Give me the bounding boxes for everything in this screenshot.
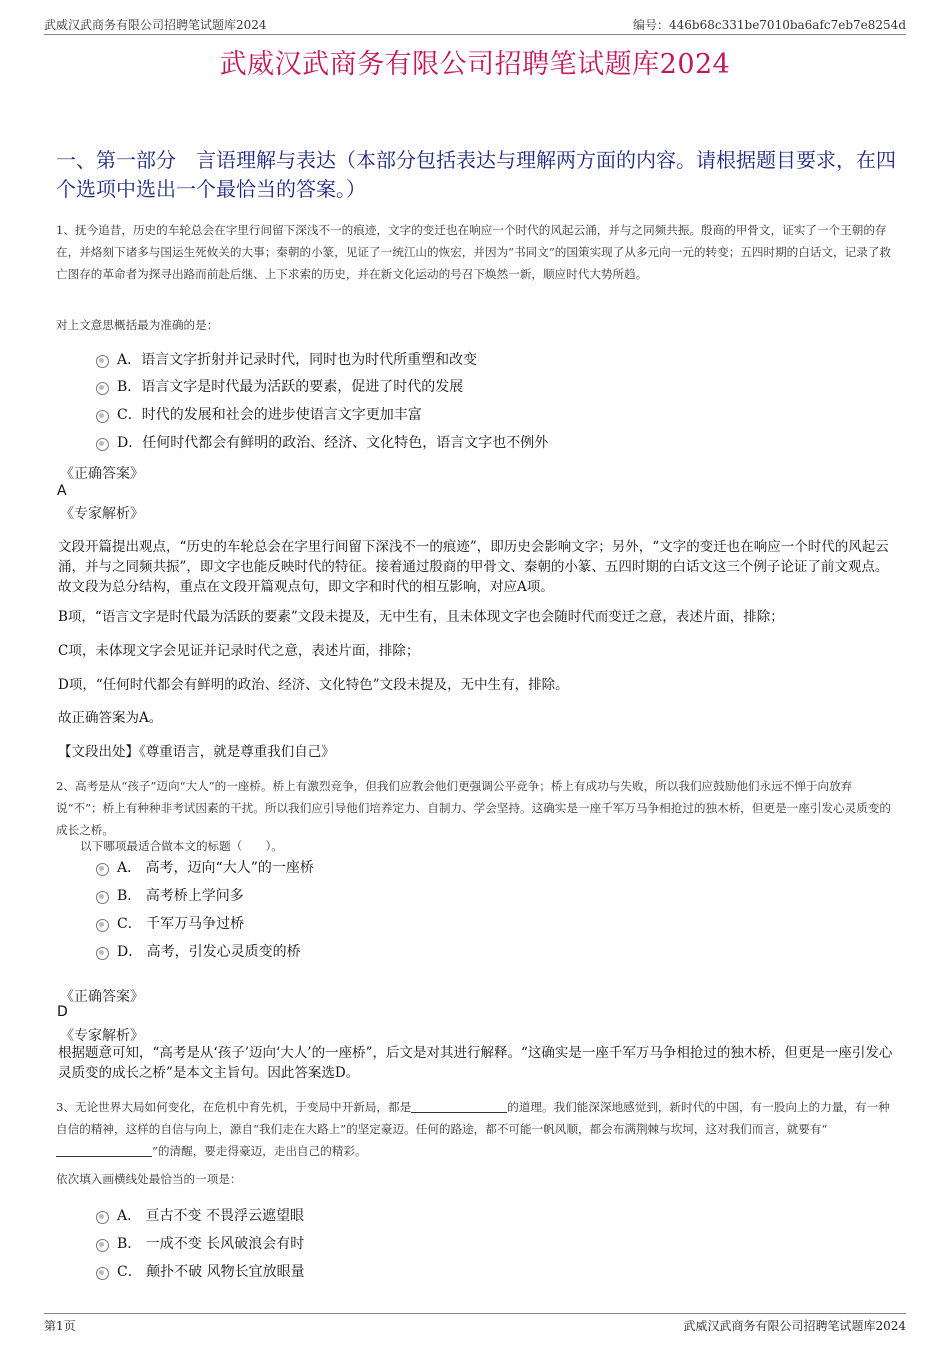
q1-answer-label: 《正确答案》 [60, 466, 144, 482]
radio-icon[interactable] [96, 1267, 109, 1280]
q2-answer-label: 《正确答案》 [60, 989, 144, 1005]
radio-icon[interactable] [96, 891, 109, 904]
q1-option-d-text: D．任何时代都会有鲜明的政治、经济、文化特色，语言文字也不例外 [117, 435, 549, 451]
radio-icon[interactable] [96, 1239, 109, 1252]
q2-analysis-label: 《专家解析》 [60, 1028, 144, 1044]
q1-option-d[interactable] [96, 432, 548, 454]
q2-stem: 2、高考是从“孩子”迈向“大人”的一座桥。桥上有激烈竞争，但我们应教会他们更强调公平竞争；桥上有成功与失败，所以我们应鼓励他们永远不惮于向放弃说“不”；桥上有种种非考试因素的干扰。所以我们应引导他们培养定力、自制力、学会坚持。这确实是一座千军万马争相抢过的独木桥，但更是一座引发心灵质变的成长之桥。 [56, 779, 892, 837]
q1-option-b[interactable] [96, 376, 463, 398]
q3-option-b[interactable] [96, 1233, 304, 1255]
q2-option-c[interactable] [96, 913, 244, 935]
header-doc-title: 武威汉武商务有限公司招聘笔试题库2024 [44, 18, 267, 32]
radio-icon[interactable] [96, 947, 109, 960]
q1-analysis-p5: 故正确答案为A。 [58, 710, 163, 726]
header-doc-id: 编号：446b68c331be7010ba6afc7eb7e8254d [633, 18, 906, 32]
q3-prompt: 依次填入画横线处最恰当的一项是： [56, 1172, 242, 1186]
radio-icon[interactable] [96, 410, 109, 423]
q1-analysis-p1: 文段开篇提出观点，“历史的车轮总会在字里行间留下深浅不一的痕迹”，即历史会影响文字；另外，“文字的变迁也在响应一个时代的风起云涌，并与之同频共振”，即文字也能反映时代的特征。接着通过殷商的甲骨文、秦朝的小篆、五四时期的白话文这三个例子论证了前文观点。故文段为总分结构，重点在文段开篇观点句，即文字和时代的相互影响，对应A项。 [58, 539, 889, 595]
q1-analysis-label: 《专家解析》 [60, 506, 144, 522]
q3-option-c-text: C． 颠扑不破 风物长宜放眼量 [117, 1264, 305, 1280]
q1-stem: 1、抚今追昔，历史的车轮总会在字里行间留下深浅不一的痕迹，文字的变迁也在响应一个时代的风起云涌，并与之同频共振。殷商的甲骨文，证实了一个王朝的存在，并烙刻下诸多与国运生死攸关的大事；秦朝的小篆，见证了一统江山的恢宏，并因为“书同文”的国策实现了从多元向一元的转变；五四时期的白话文，记录了救亡图存的革命者为探寻出路而前赴后继、上下求索的历史，并在新文化运动的号召下焕然一新，顺应时代大势所趋。 [56, 223, 892, 281]
q1-option-c[interactable] [96, 404, 422, 426]
q1-prompt: 对上文意思概括最为准确的是： [56, 318, 219, 332]
q3-stem-part-3: ”的清醒，要走得豪迈，走出自己的精彩。 [152, 1144, 367, 1158]
q3-stem-part-1: 3、无论世界大局如何变化，在危机中育先机，于变局中开新局，都是 [56, 1100, 412, 1114]
q3-option-a[interactable] [96, 1205, 304, 1227]
radio-icon[interactable] [96, 1211, 109, 1224]
radio-icon[interactable] [96, 438, 109, 451]
radio-icon[interactable] [96, 863, 109, 876]
q3-stem [56, 1096, 898, 1162]
q3-option-b-text: B． 一成不变 长风破浪会有时 [117, 1236, 305, 1252]
q1-analysis-p4: D项，“任何时代都会有鲜明的政治、经济、文化特色”文段未提及，无中生有，排除。 [58, 677, 569, 693]
q1-option-a-text: A．语言文字折射并记录时代，同时也为时代所重塑和改变 [117, 352, 478, 368]
q2-answer: D [57, 1004, 68, 1020]
q2-option-c-text: C． 千军万马争过桥 [117, 916, 245, 932]
radio-icon[interactable] [96, 382, 109, 395]
fill-blank-2 [56, 1144, 152, 1157]
page-number: 第1页 [44, 1319, 76, 1333]
q3-option-a-text: A． 亘古不变 不畏浮云遮望眼 [117, 1208, 305, 1224]
q2-option-a[interactable] [96, 857, 314, 879]
fill-blank-1 [411, 1100, 507, 1113]
q2-prompt: 以下哪项最适合做本文的标题（ ）。 [80, 839, 283, 853]
q3-option-c[interactable] [96, 1261, 305, 1283]
page-footer [44, 1313, 906, 1334]
q3-stem-part-2: 的道理。我们能深深地感觉到，新时代的中国，有一股向上的力量，有一种自信的精神，这样的自信与向上，源自“我们走在大路上”的坚定豪迈。任何的路途，都不可能一帆风顺，都会布满荆棘与坎坷，这对我们而言，就要有“ [56, 1100, 890, 1136]
q2-option-d-text: D． 高考，引发心灵质变的桥 [117, 944, 301, 960]
q1-option-b-text: B．语言文字是时代最为活跃的要素，促进了时代的发展 [117, 379, 464, 395]
footer-doc-title: 武威汉武商务有限公司招聘笔试题库2024 [683, 1319, 906, 1333]
section-heading: 一、第一部分 言语理解与表达（本部分包括表达与理解两方面的内容。请根据题目要求，在四个选项中选出一个最恰当的答案。） [56, 148, 896, 201]
radio-icon[interactable] [96, 919, 109, 932]
q1-analysis-p2: B项，“语言文字是时代最为活跃的要素”文段未提及，无中生有，且未体现文字也会随时代而变迁之意，表述片面，排除； [58, 609, 784, 625]
q1-analysis-p3: C项，未体现文字会见证并记录时代之意，表述片面，排除； [58, 643, 420, 659]
q2-analysis: 根据题意可知，“高考是从‘孩子’迈向‘大人’的一座桥”，后文是对其进行解释。“这确实是一座千军万马争相抢过的独木桥，但更是一座引发心灵质变的成长之桥”是本文主旨句。因此答案选D。 [58, 1045, 893, 1081]
q1-option-c-text: C．时代的发展和社会的进步使语言文字更加丰富 [117, 407, 422, 423]
q1-answer: A [57, 483, 67, 499]
q2-option-b-text: B． 高考桥上学问多 [117, 888, 244, 904]
page-header [44, 14, 906, 35]
q2-option-d[interactable] [96, 941, 301, 963]
page-title: 武威汉武商务有限公司招聘笔试题库2024 [219, 49, 731, 80]
q2-option-a-text: A． 高考，迈向“大人”的一座桥 [117, 860, 314, 876]
q1-option-a[interactable] [96, 349, 477, 371]
radio-icon[interactable] [96, 355, 109, 368]
q2-option-b[interactable] [96, 885, 244, 907]
q1-source: 【文段出处】《尊重语言，就是尊重我们自己》 [58, 744, 335, 760]
